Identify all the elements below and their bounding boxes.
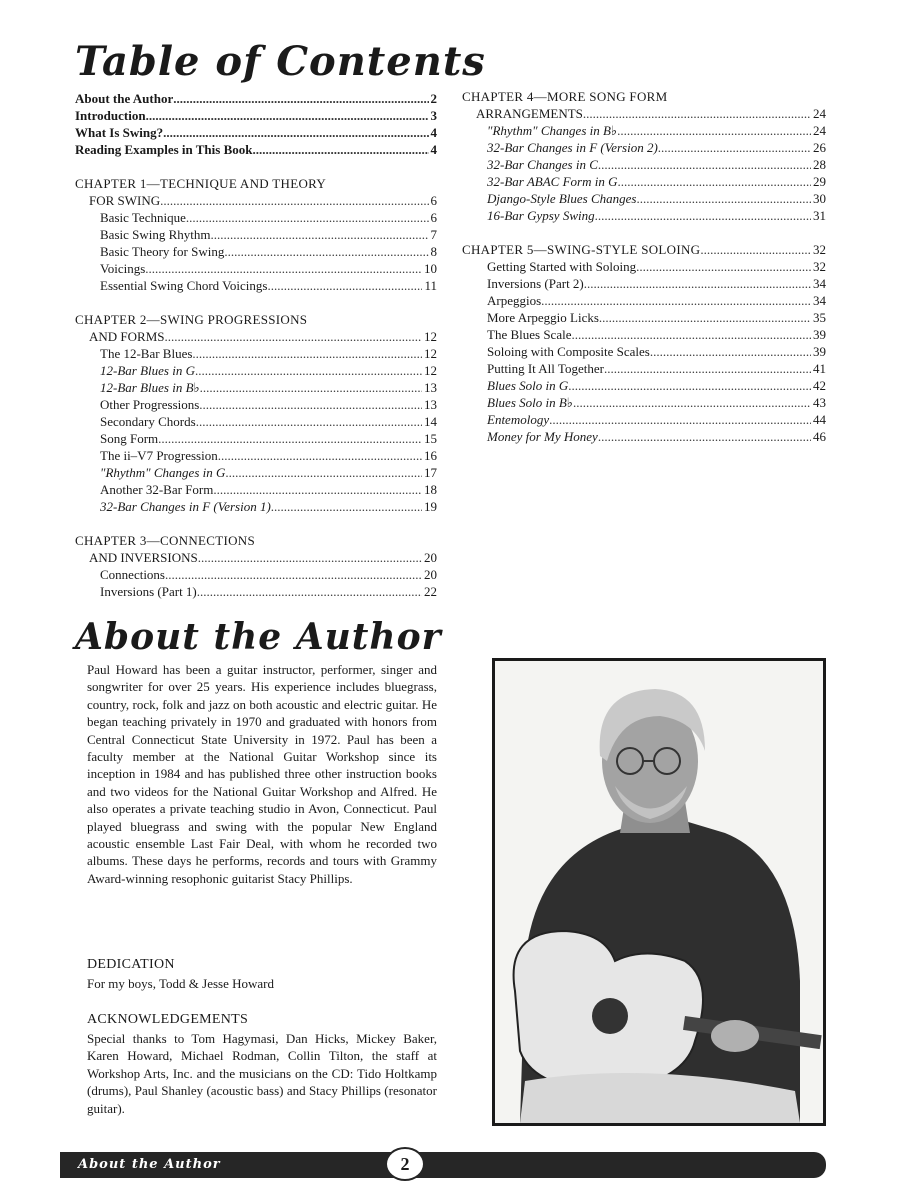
toc-entry-title: What Is Swing? [75, 125, 164, 140]
toc-entry[interactable]: 32-Bar ABAC Form in G ..... 29 [462, 173, 826, 190]
toc-entry[interactable]: Essential Swing Chord Voicings ..... 11 [75, 277, 437, 294]
toc-entry[interactable]: Entemology ..... 44 [462, 411, 826, 428]
toc-entry[interactable]: Connections ..... 20 [75, 566, 437, 583]
toc-entry[interactable]: Blues Solo in B♭ ..... 43 [462, 394, 826, 411]
toc-entry-page: 2 [430, 91, 437, 106]
toc-entry[interactable]: Django-Style Blues Changes ..... 30 [462, 190, 826, 207]
toc-entry[interactable]: Another 32-Bar Form ..... 18 [75, 481, 437, 498]
dedication-text: For my boys, Todd & Jesse Howard [87, 976, 274, 991]
chapter-3-heading[interactable]: CHAPTER 3—CONNECTIONS [75, 533, 256, 548]
toc-entry[interactable]: 16-Bar Gypsy Swing ..... 31 [462, 207, 826, 224]
toc-entry[interactable]: "Rhythm" Changes in B♭ ..... 24 [462, 122, 826, 139]
toc-entry-title: Reading Examples in This Book [75, 142, 253, 157]
toc-entry[interactable]: The ii–V7 Progression ..... 16 [75, 447, 437, 464]
toc-entry[interactable]: Getting Started with Soloing ..... 32 [462, 258, 826, 275]
toc-entry[interactable]: More Arpeggio Licks ..... 35 [462, 309, 826, 326]
toc-entry[interactable] [75, 90, 437, 107]
acknowledgements-text: Special thanks to Tom Hagymasi, Dan Hicks, Mickey Baker, Karen Howard, Michael Rodman, Collin Tilton, the staff at Workshop Arts, Inc. and the musicians on the CD: Tido Holtkamp (drums), Paul Shanley (acoustic bass) and Stacy Phillips (resonator guitar). [87, 1031, 437, 1116]
chapter-5-heading[interactable]: CHAPTER 5—SWING-STYLE SOLOING ..... 32 [462, 241, 826, 258]
toc-entry-title: About the Author [75, 91, 174, 106]
footer-section-label: About the Author [78, 1157, 221, 1172]
chapter-4-heading-cont[interactable]: ARRANGEMENTS ..... 24 [462, 105, 826, 122]
toc-entry-page: 3 [430, 108, 437, 123]
toc-entry[interactable]: Voicings ..... 10 [75, 260, 437, 277]
toc-left-column [75, 90, 437, 600]
toc-entry[interactable]: Arpeggios ..... 34 [462, 292, 826, 309]
toc-title: Table of Contents [75, 38, 486, 85]
toc-entry[interactable]: Basic Theory for Swing ..... 8 [75, 243, 437, 260]
toc-entry[interactable]: Inversions (Part 2) ..... 34 [462, 275, 826, 292]
toc-entry[interactable]: Money for My Honey ..... 46 [462, 428, 826, 445]
toc-entry[interactable]: Soloing with Composite Scales ..... 39 [462, 343, 826, 360]
toc-entry-title: Introduction [75, 108, 146, 123]
toc-entry[interactable]: 32-Bar Changes in C ..... 28 [462, 156, 826, 173]
dedication-heading: DEDICATION [87, 957, 175, 972]
toc-entry[interactable]: Putting It All Together ..... 41 [462, 360, 826, 377]
acknowledgements-heading: ACKNOWLEDGEMENTS [87, 1012, 249, 1027]
toc-entry[interactable]: 12-Bar Blues in B♭ ..... 13 [75, 379, 437, 396]
toc-entry-page: 4 [430, 142, 437, 157]
author-bio: Paul Howard has been a guitar instructor, performer, singer and songwriter for over 25 years. His experience includes bluegrass, country, rock, folk and jazz on both acoustic and electric guitar. He began teaching privately in 1970 and graduated with honors from Central Connecticut State University in 1972. Paul has been a faculty member at the National Guitar Workshop since its inception in 1984 and has published three other instruction books and two videos for the National Guitar Workshop and Alfred. He also operates a private teaching studio in Avon, Connecticut. Paul played bluegrass and swing with the popular New England acoustic ensemble Last Fair Deal, with whom he recorded two albums. These days he performs, records and tours with Grammy Award-winning resophonic guitarist Stacy Phillips. [87, 662, 437, 886]
toc-entry[interactable] [75, 124, 437, 141]
toc-entry[interactable] [75, 107, 437, 124]
toc-right-column [462, 88, 826, 445]
toc-entry[interactable]: The Blues Scale ..... 39 [462, 326, 826, 343]
toc-entry[interactable]: Blues Solo in G ..... 42 [462, 377, 826, 394]
chapter-4-heading[interactable]: CHAPTER 4—MORE SONG FORM [462, 89, 668, 104]
toc-entry[interactable]: Song Form ..... 15 [75, 430, 437, 447]
toc-entry[interactable]: Basic Technique ..... 6 [75, 209, 437, 226]
toc-entry[interactable]: Basic Swing Rhythm ..... 7 [75, 226, 437, 243]
toc-entry[interactable]: 32-Bar Changes in F (Version 2) ..... 26 [462, 139, 826, 156]
toc-entry[interactable]: 32-Bar Changes in F (Version 1) ..... 19 [75, 498, 437, 515]
toc-entry[interactable]: "Rhythm" Changes in G ..... 17 [75, 464, 437, 481]
about-title: About the Author [75, 616, 442, 658]
toc-entry[interactable]: 12-Bar Blues in G ..... 12 [75, 362, 437, 379]
author-photo [492, 658, 826, 1126]
chapter-1-heading[interactable]: CHAPTER 1—TECHNIQUE AND THEORY [75, 176, 327, 191]
toc-entry-page: 4 [430, 125, 437, 140]
toc-entry[interactable] [75, 141, 437, 158]
author-portrait-image [495, 661, 823, 1123]
chapter-2-heading-cont[interactable]: AND FORMS ..... 12 [75, 328, 437, 345]
chapter-1-heading-cont[interactable]: FOR SWING ..... 6 [75, 192, 437, 209]
toc-entry[interactable]: Other Progressions ..... 13 [75, 396, 437, 413]
toc-entry[interactable]: The 12-Bar Blues ..... 12 [75, 345, 437, 362]
toc-entry[interactable]: Secondary Chords ..... 14 [75, 413, 437, 430]
toc-entry[interactable]: Inversions (Part 1) ..... 22 [75, 583, 437, 600]
chapter-3-heading-cont[interactable]: AND INVERSIONS ..... 20 [75, 549, 437, 566]
chapter-2-heading[interactable]: CHAPTER 2—SWING PROGRESSIONS [75, 312, 308, 327]
toc-entry-page: 6 [430, 193, 437, 208]
page-number: 2 [385, 1147, 425, 1181]
